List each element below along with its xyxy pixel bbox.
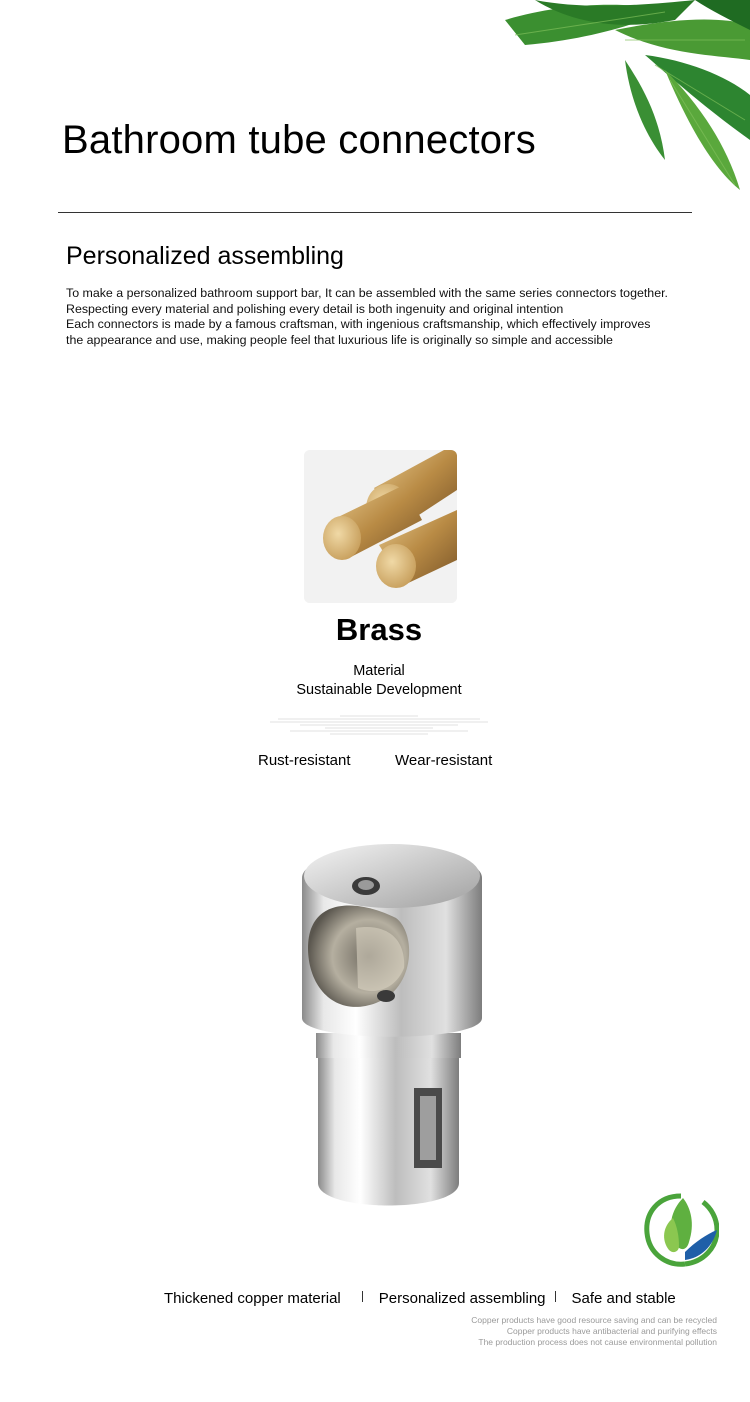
fine-print-decoration [270, 714, 488, 736]
footer-note: The production process does not cause environmental pollution [478, 1337, 717, 1347]
palm-leaves-icon [495, 0, 750, 195]
feature-wear-resistant: Wear-resistant [395, 752, 493, 769]
material-tagline: Sustainable Development [296, 682, 462, 698]
material-label: Material [353, 663, 405, 679]
page-title: Bathroom tube connectors [62, 118, 536, 162]
title-divider [58, 212, 692, 213]
feature-separator [362, 1291, 363, 1302]
brass-rods-icon [304, 450, 457, 603]
eco-leaf-icon [643, 1188, 719, 1268]
footer-notes [471, 1315, 717, 1348]
feature-personalized-assembling: Personalized assembling [378, 1290, 546, 1307]
description-line: the appearance and use, making people feel that luxurious life is originally so simple and accessible [66, 332, 613, 347]
section-heading: Personalized assembling [66, 242, 344, 270]
feature-rust-resistant: Rust-resistant [258, 752, 351, 769]
feature-separator [555, 1291, 556, 1302]
footer-note: Copper products have antibacterial and purifying effects [506, 1326, 717, 1336]
tube-connector-icon [296, 838, 486, 1213]
feature-bar [164, 1289, 676, 1309]
footer-note: Copper products have good resource saving and can be recycled [471, 1315, 717, 1325]
feature-safe-stable: Safe and stable [571, 1290, 676, 1307]
description-line: Respecting every material and polishing every detail is both ingenuity and original intention [66, 301, 564, 316]
description-line: Each connectors is made by a famous craftsman, with ingenious craftsmanship, which effectively improves [66, 317, 651, 331]
material-name: Brass [335, 612, 423, 647]
description-line: To make a personalized bathroom support bar, It can be assembled with the same series connectors together. [66, 286, 668, 300]
feature-thickened-copper: Thickened copper material [164, 1290, 341, 1307]
intro-description [66, 286, 706, 348]
